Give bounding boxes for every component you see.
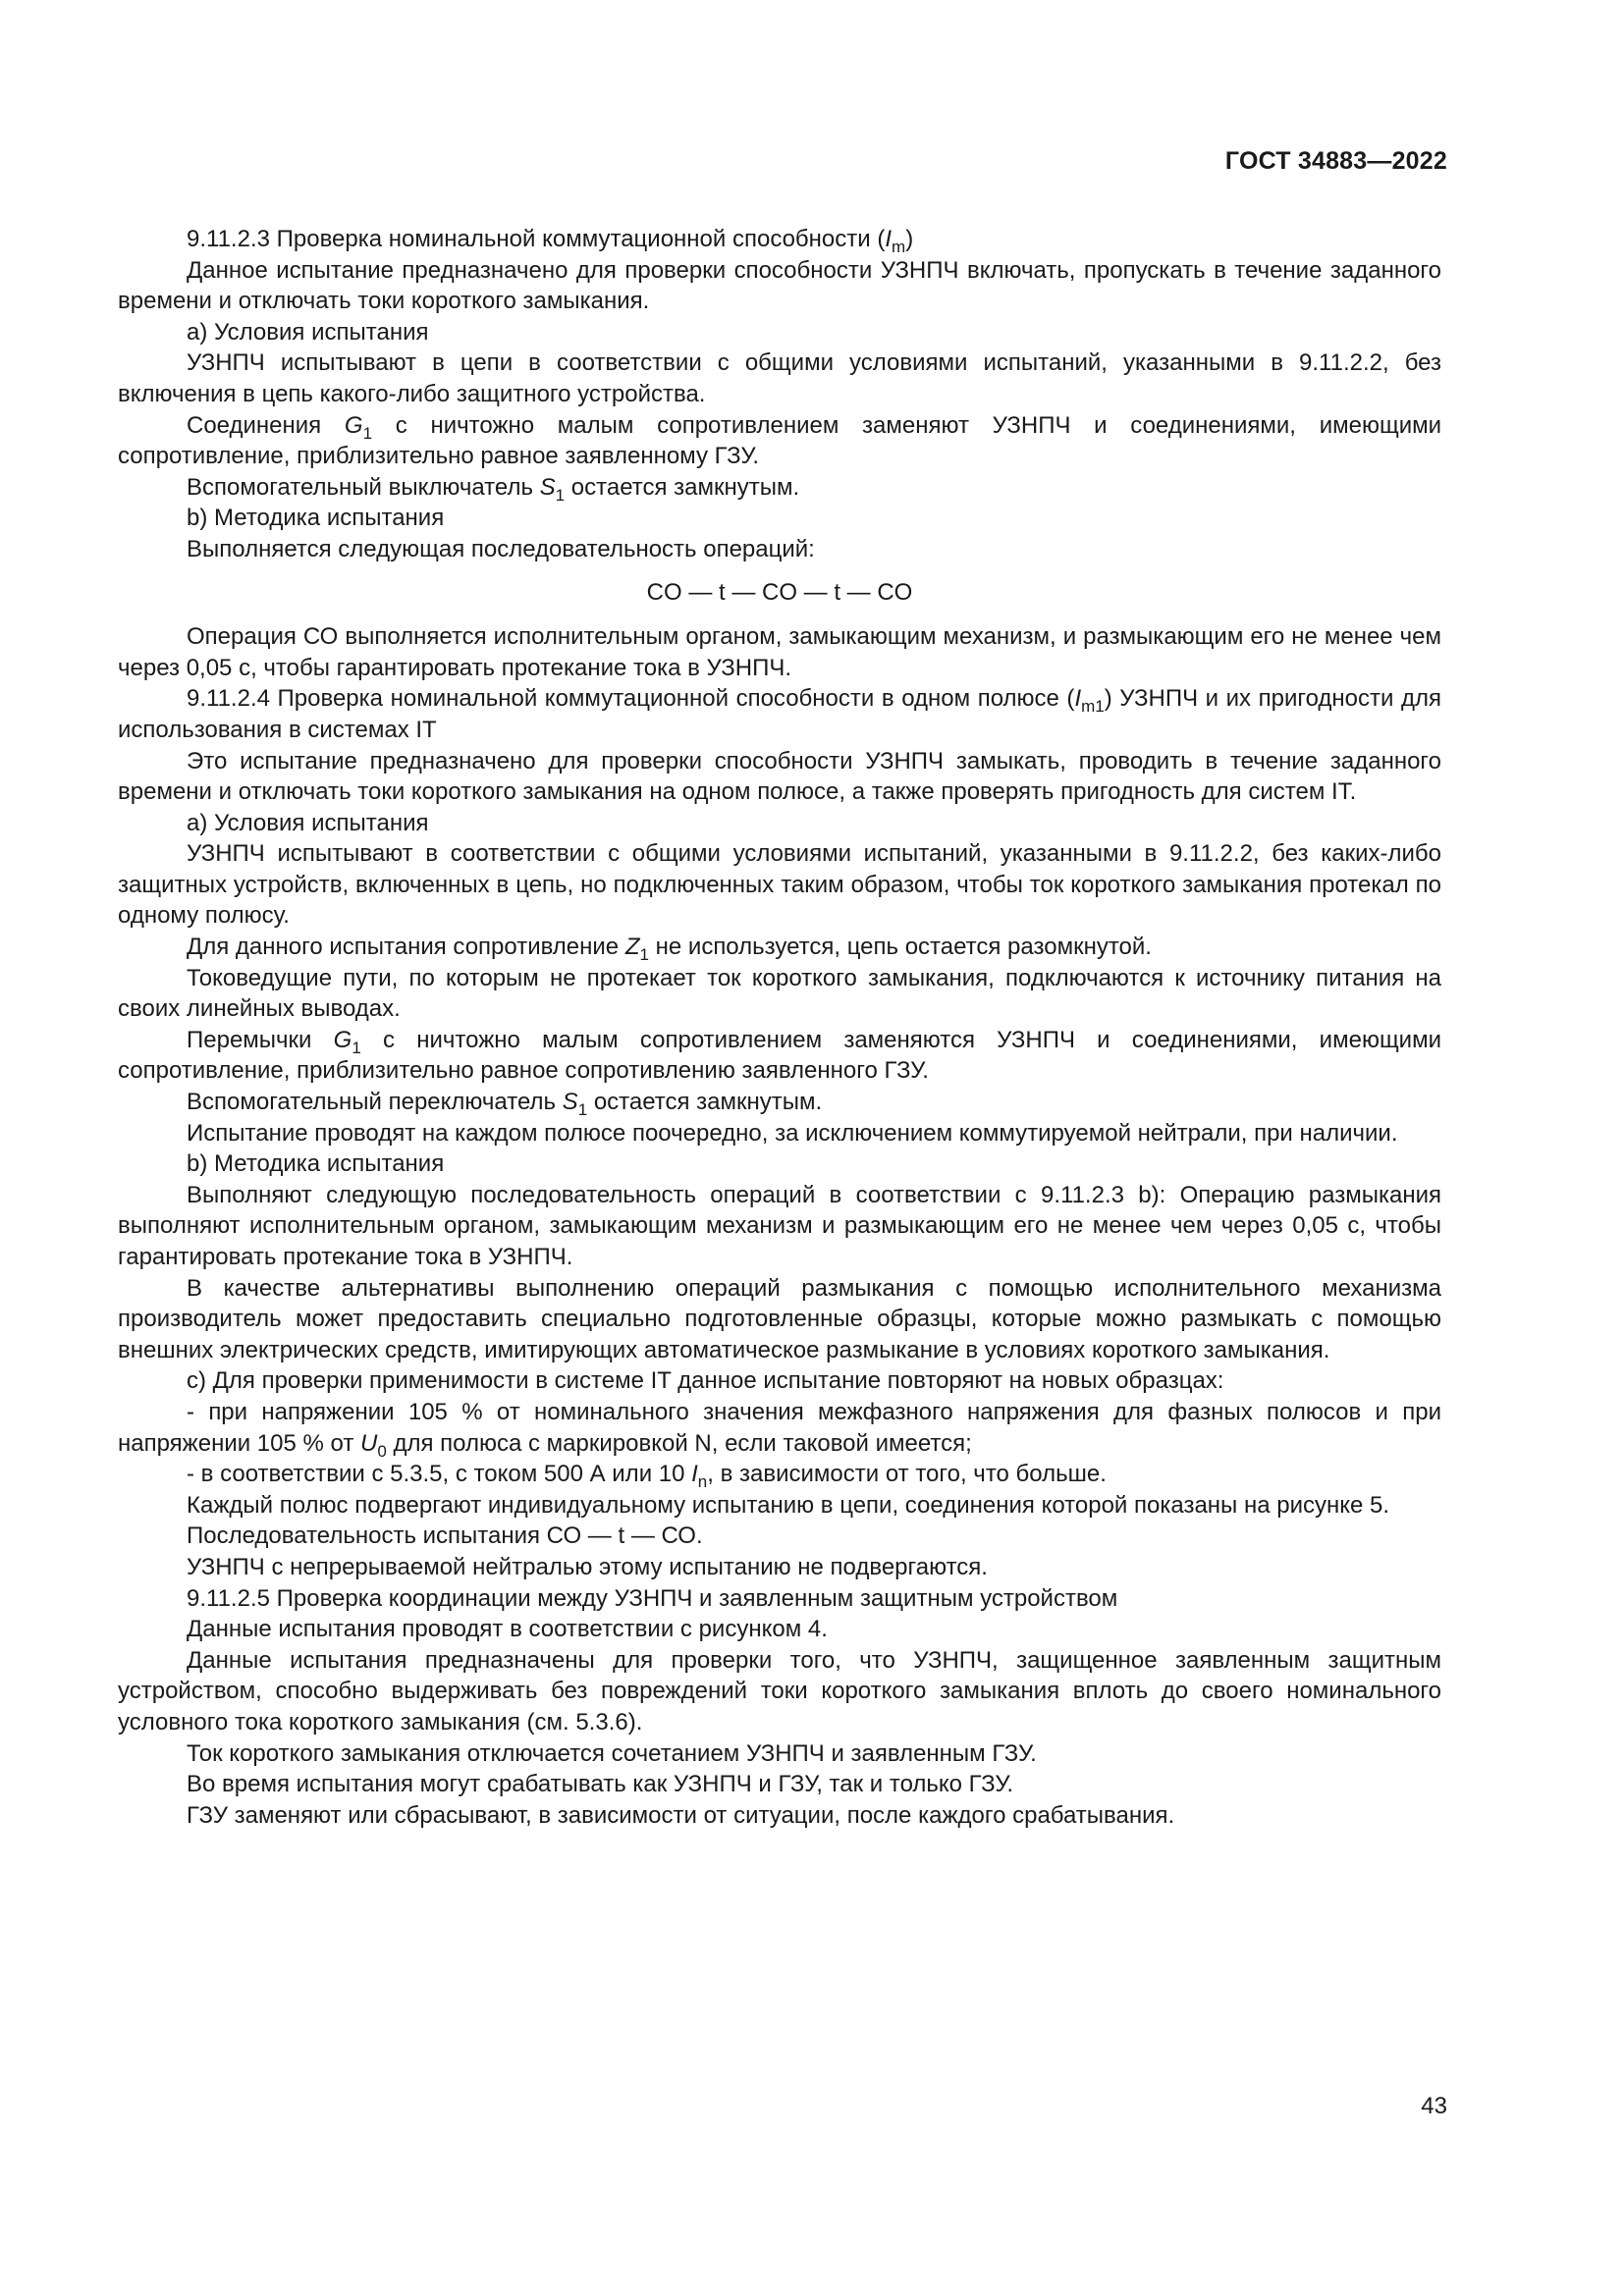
paragraph: Данные испытания проводят в соответствии с рисунком 4. [187,1616,828,1643]
paragraph: Данные испытания предназначены для проверки того, что УЗНПЧ, защищенное заявленным защитным устройством, способно выдерживать без повреждений токи короткого замыкания вплоть до своего номинального условного тока короткого замыкания (см. 5.3.6). [118,1646,1441,1735]
list-item: - при напряжении 105 % от номинального значения межфазного напряжения для фазных полюсов и при напряжении 105 % от $U_0$ для полюса с маркировкой N, если таковой имеется; [118,1398,1441,1461]
paragraph: УЗНПЧ с непрерываемой нейтралью этому испытанию не подвергаются. [187,1553,988,1580]
list-item: - в соответствии с 5.3.5, с током 500 А или 10 $I_n$, в зависимости от того, что больше. [187,1461,1107,1492]
paragraph: Испытание проводят на каждом полюсе поочередно, за исключением коммутируемой нейтрали, при наличии. [187,1119,1398,1147]
paragraph: Перемычки $G_1$ с ничтожно малым сопротивлением заменяются УЗНПЧ и соединениями, имеющими сопротивление, приблизительно равное сопротивлению заявленного ГЗУ. [118,1026,1441,1085]
paragraph: Соединения $G_1$ с ничтожно малым сопротивлением заменяют УЗНПЧ и соединениями, имеющими сопротивление, приблизительно равное заявленному ГЗУ. [118,411,1442,470]
section-heading-9-11-2-4: 9.11.2.4 Проверка номинальной коммутационной способности в одном полюсе $(I_{m1})$ УЗНПЧ и их пригодности для использования в системах IT [118,685,1442,743]
paragraph: В качестве альтернативы выполнению операций размыкания с помощью исполнительного механизма производитель может предоставить специально подготовленные образцы, которые можно размыкать с помощью внешних электрических средств, имитирующих автоматическое размыкание в условиях короткого замыкания. [118,1274,1441,1363]
subheading-conditions: а) Условия испытания [187,809,429,836]
paragraph: Данное испытание предназначено для проверки способности УЗНПЧ включать, пропускать в течение заданного времени и отключать токи короткого замыкания. [118,256,1441,315]
section-heading-9-11-2-5: 9.11.2.5 Проверка координации между УЗНПЧ и заявленным защитным устройством [187,1584,1118,1612]
subheading-method: b) Методика испытания [187,505,445,532]
paragraph: Вспомогательный переключатель $S_1$ остается замкнутым. [187,1089,823,1120]
paragraph: Для данного испытания сопротивление $Z_1$ не используется, цепь остается разомкнутой. [187,934,1152,965]
paragraph: Операция СО выполняется исполнительным органом, замыкающим механизм, и размыкающим его не менее чем через 0,05 с, чтобы гарантировать протекание тока в УЗНПЧ. [118,623,1441,681]
paragraph: УЗНПЧ испытывают в соответствии с общими условиями испытаний, указанными в 9.11.2.2, без каких-либо защитных устройств, включенных в цепь, но подключенных таким образом, чтобы ток короткого замыкания протекал по одному полюсу. [118,840,1441,930]
paragraph: Выполняют следующую последовательность операций в соответствии с 9.11.2.3 b): Операцию размыкания выполняют исполнительным органом, замыкающим механизм и размыкающим его не менее чем через 0,05 с, чтобы гарантировать протекание тока в УЗНПЧ. [118,1181,1441,1270]
page-number: 43 [1421,2093,1447,2119]
paragraph: Последовательность испытания СО — t — СО. [187,1522,703,1550]
paragraph: УЗНПЧ испытывают в цепи в соответствии с общими условиями испытаний, указанными в 9.11.2.2, без включения в цепь какого-либо защитного устройства. [118,349,1441,407]
subheading-conditions: а) Условия испытания [187,318,429,346]
paragraph: Ток короткого замыкания отключается сочетанием УЗНПЧ и заявленным ГЗУ. [187,1739,1037,1767]
paragraph: Вспомогательный выключатель $S_1$ остается замкнутым. [187,473,800,505]
document-body [118,224,1441,1831]
paragraph: Каждый полюс подвергают индивидуальному испытанию в цепи, соединения которой показаны на рисунке 5. [187,1491,1390,1519]
paragraph: с) Для проверки применимости в системе IT данное испытание повторяют на новых образцах: [187,1367,1224,1395]
paragraph: ГЗУ заменяют или сбрасывают, в зависимости от ситуации, после каждого срабатывания. [187,1801,1175,1829]
document-header: ГОСТ 34883—2022 [1224,147,1447,175]
paragraph: Выполняется следующая последовательность операций: [187,535,815,562]
operation-sequence-formula: CO — t — CO — t — CO [646,578,913,606]
paragraph: Токоведущие пути, по которым не протекает ток короткого замыкания, подключаются к источнику питания на своих линейных выводах. [118,964,1441,1023]
subheading-method: b) Методика испытания [187,1150,445,1178]
section-heading-9-11-2-3: 9.11.2.3 Проверка номинальной коммутационной способности $(I_m)$ [187,226,914,256]
paragraph: Это испытание предназначено для проверки способности УЗНПЧ замыкать, проводить в течение заданного времени и отключать токи короткого замыкания на одном полюсе, а также проверять пригодность для систем IT. [118,747,1441,806]
paragraph: Во время испытания могут срабатывать как УЗНПЧ и ГЗУ, так и только ГЗУ. [187,1771,1014,1798]
